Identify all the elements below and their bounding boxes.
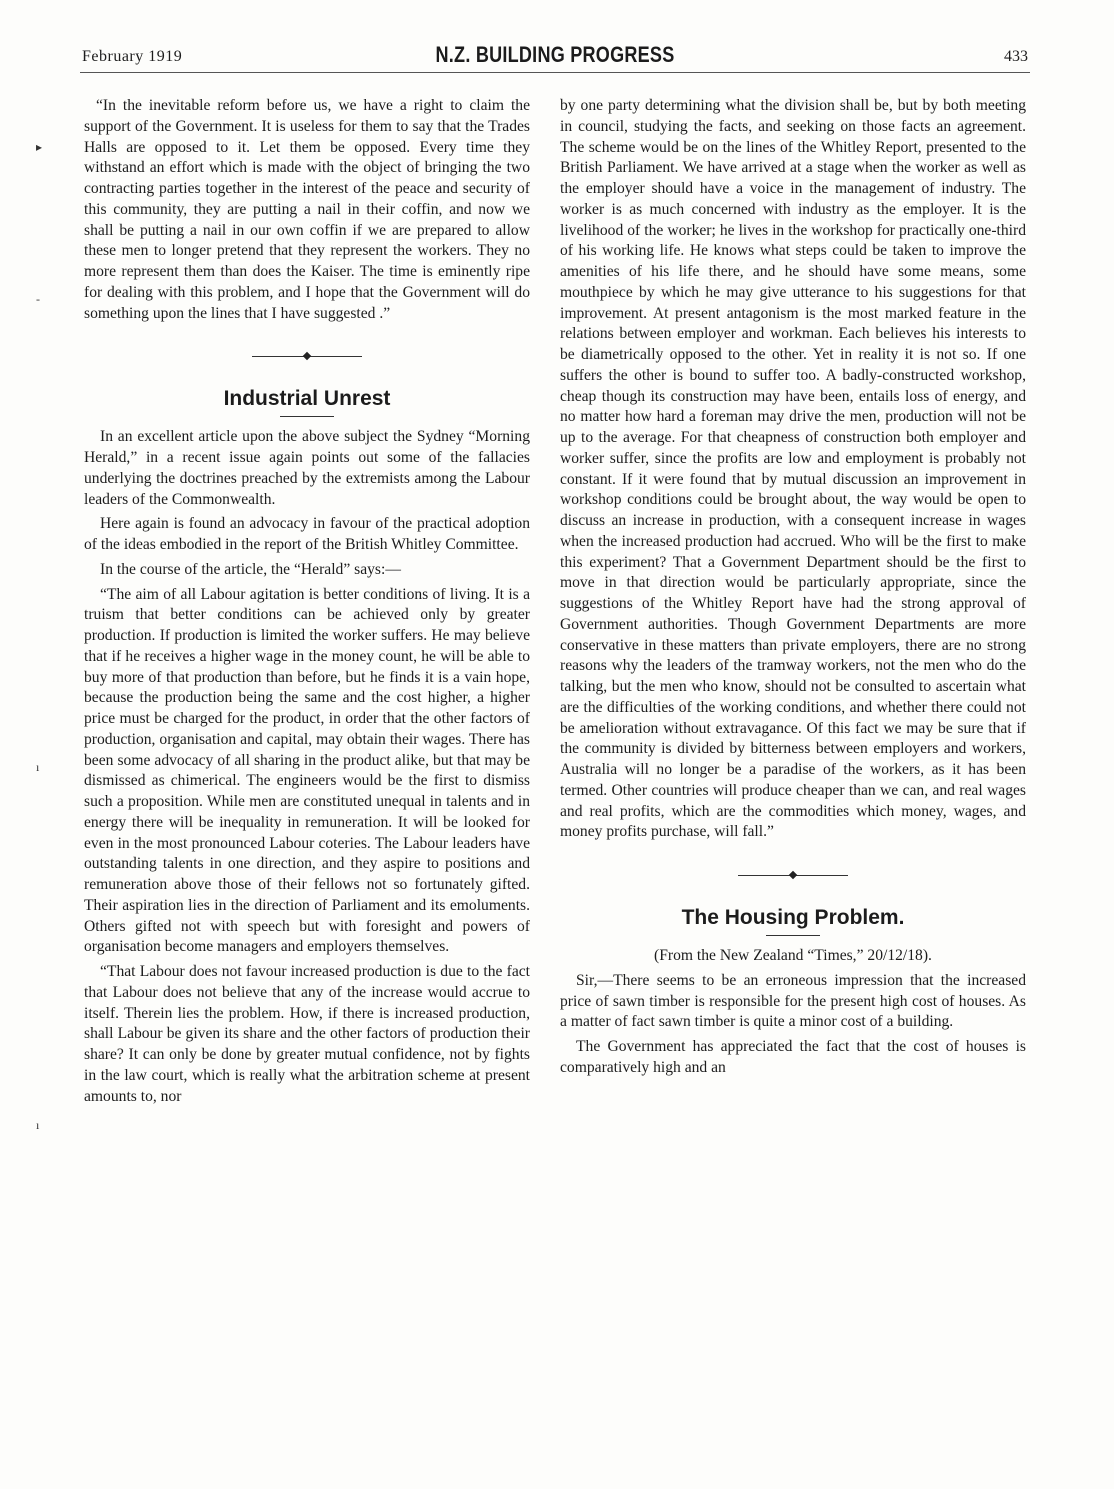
title-underline	[766, 935, 820, 936]
section-divider	[738, 871, 848, 879]
body-paragraph: In the course of the article, the “Herald” says:—	[100, 560, 401, 578]
margin-mark: -	[36, 292, 40, 306]
page-number: 433	[1004, 48, 1028, 65]
margin-mark: ı	[36, 760, 40, 774]
body-paragraph: The Government has appreciated the fact that the cost of houses is comparatively high and an	[560, 1038, 1026, 1076]
continued-paragraph: by one party determining what the division shall be, but by both meeting in council, studying the facts, and seeking on those facts an agreement. The scheme would be on the lines of the Whitley Report, presented to the British Parliament. We have arrived at a stage when the worker as well as the employer should have a voice in the management of industry. The worker is as much concerned with industry as the employer. It is the livelihood of the worker; he lives in the workshop for practically one-third of his working life. He knows what steps could be taken to improve the amenities of his life there, and he should have some means, some mouthpiece by which he may give utterance to his suggestions for that improvement. At present antagonism is the most marked feature in the relations between employer and workman. Each believes his interests to be diametrically opposed to the other. Yet in reality it is not so. If one suffers the other is bound to suffer too. A badly-constructed workshop, cheap though its construction may have been, entails loss of energy, and no matter how hard a foreman may drive the men, production will not be up to the average. For that cheapness of construction both employer and worker suffer, since the profits are low and employment is probably not constant. If it were found that by mutual discussion an improvement in workshop conditions could be brought about, the way would be open to discuss an increase in production, with a consequent increase in wages when the increased production had accrued. Who will be the first to make this experiment? That a Government Department should be the first to move in that direction would be particularly appropriate, since the suggestions of the Whitley Report have had the strong approval of Government authorities. Though Government Departments are more conservative in these matters than private employers, there are no strong reasons why the leaders of the tramway workers, not the men who do the talking, but the men who know, should not be consulted to ascertain what are the difficulties of the working conditions, and whether there could not be amelioration without extravagance. Of this fact we may be sure that if the community is divided by bitterness between employers and workers, Australia will no longer be a paradise of the workers, as it has been termed. Other countries will produce cheaper than we can, and real wages and real profits, which are the commodities which money, wages, and money profits purchase, will fall.”	[560, 97, 1026, 841]
left-column	[84, 96, 530, 1107]
section-divider	[252, 352, 362, 360]
body-paragraph: Here again is found an advocacy in favour of the practical adoption of the ideas embodied in the report of the British Whitley Committee.	[84, 515, 530, 553]
margin-mark: ▸	[36, 140, 43, 154]
source-line: (From the New Zealand “Times,” 20/12/18).	[654, 947, 932, 964]
title-underline	[280, 416, 334, 417]
divider-diamond-icon	[303, 352, 311, 360]
page-header	[80, 42, 1030, 72]
right-column	[560, 96, 1026, 1079]
divider-diamond-icon	[789, 871, 797, 879]
body-paragraph: “That Labour does not favour increased production is due to the fact that Labour does not believe that any of the increase would accrue to itself. Therein lies the problem. How, if there is increased production, shall Labour be given its share and the other factors of production their share? It can only be done by greater mutual confidence, not by fights in the law court, which is really what the arbitration scheme at present amounts to, nor	[84, 963, 530, 1105]
issue-date: February 1919	[82, 48, 183, 65]
header-rule	[80, 72, 1030, 73]
section-title-industrial-unrest: Industrial Unrest	[223, 387, 391, 411]
intro-quote-paragraph: “In the inevitable reform before us, we have a right to claim the support of the Government. It is useless for them to say that the Trades Halls are opposed to it. Let them be opposed. Every time they withstand an effort which is made with the object of bringing the two contracting parties together in the interest of the peace and security of this community, they are putting a nail in their coffin, and now we shall be putting a nail in our own coffin if we are prepared to allow these men to longer pretend that they represent the workers. They no more represent them than does the Kaiser. The time is eminently ripe for dealing with this problem, and I hope that the Government will do something upon the lines that I have suggested .”	[84, 97, 530, 322]
body-paragraph: In an excellent article upon the above subject the Sydney “Morning Herald,” in a recent issue again points out some of the fallacies underlying the doctrines preached by the extremists among the Labour leaders of the Commonwealth.	[84, 428, 530, 508]
section-title-housing-problem: The Housing Problem.	[681, 906, 905, 929]
body-paragraph: Sir,—There seems to be an erroneous impression that the increased price of sawn timber is responsible for the present high cost of houses. As a matter of fact sawn timber is quite a minor cost of a building.	[560, 971, 1026, 1031]
publication-title: N.Z. BUILDING PROGRESS	[435, 42, 675, 67]
margin-mark: ı	[36, 1118, 40, 1132]
body-paragraph: “The aim of all Labour agitation is better conditions of living. It is a truism that better conditions can be achieved only by greater production. If production is limited the worker suffers. He may believe that if he receives a higher wage in the money count, he will be able to buy more of that production than before, but he finds it is a vain hope, because the production being the same and the cost higher, a higher price must be charged for the product, in order that the other factors of production, organisation and capital, may obtain their wages. There has been some advocacy of all sharing in the product alike, but that may be dismissed as chimerical. The engineers would be the first to dismiss such a proposition. While men are constituted unequal in talents and in energy there will be inequality in remuneration. It will be looked for even in the most pronounced Labour coteries. The Labour leaders have outstanding talents in one direction, and they aspire to positions and remuneration above those of their fellows not so fortunately gifted. Their aspiration lies in the direction of Parliament and its emoluments. Others gifted not with speech but with foresight and powers of organisation become managers and employers themselves.	[84, 585, 530, 956]
